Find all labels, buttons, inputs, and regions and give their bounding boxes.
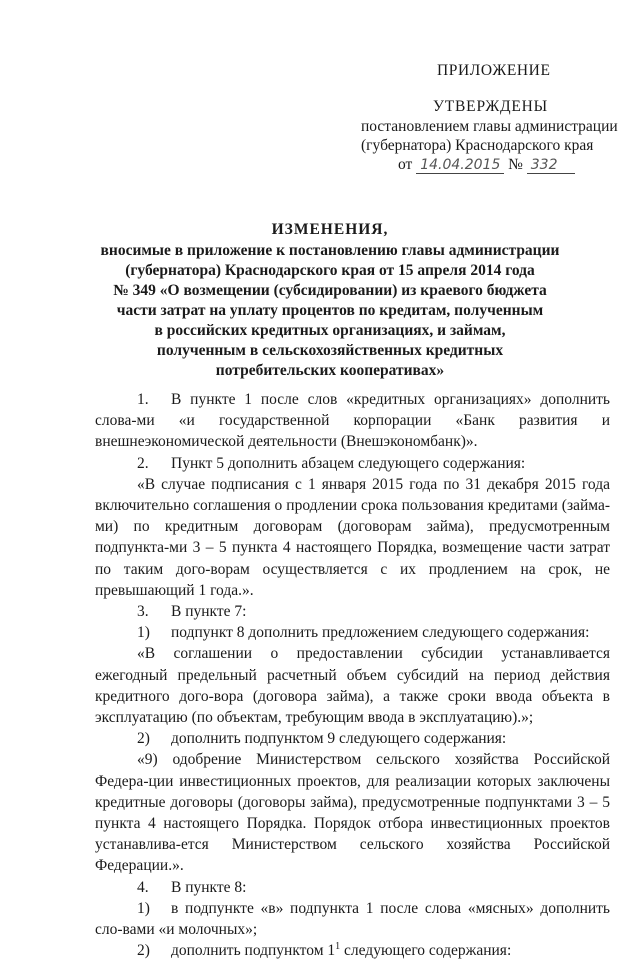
title-line: № 349 «О возмещении (субсидировании) из краевого бюджета — [113, 282, 547, 299]
paragraph-quote-1: «В случае подписания с 1 января 2015 года по 31 декабря 2015 года включительно соглашения о продлении срока пользования кредитами (займа-ми) по кредитным договорам (договорам займа), предусмотренным подпункта-ми 3 – 5 пункта 4 настоящего Порядка, возмещение части затрат по таким дого-ворам осуществляется с их продлением на срок, не превышающий 1 года.». — [95, 475, 610, 599]
item-text: Пункт 5 дополнить абзацем следующего содержания: — [171, 454, 526, 472]
item-text: В пункте 8: — [171, 878, 247, 896]
subitem-4-1 — [95, 898, 610, 940]
annex-label: ПРИЛОЖЕНИЕ — [437, 62, 551, 79]
handwritten-date: 14.04.2015 — [416, 157, 504, 174]
document-body — [95, 389, 610, 961]
paragraph-quote-3: «9) одобрение Министерством сельского хозяйства Российской Федера-ции инвестиционных проектов, для реализации которых заключены кредитные договоры (договоры займа), предусмотренные подпунктами 3 – 5 пункта 4 настоящего Порядка. Порядок отбора инвестиционных проектов устанавлива-ется Министерством сельского хозяйства Российской Федерации.». — [95, 751, 610, 875]
item-text: дополнить подпунктом 9 следующего содержания: — [171, 730, 507, 748]
item-number: 1) — [137, 899, 150, 917]
item-number: 3. — [137, 603, 149, 621]
paragraph-quote-2: «В соглашении о предоставлении субсидии устанавливается ежегодный предельный расчетный объем субсидий на период действия кредитного дого-вора (договора займа), а также сроки ввода объекта в эксплуатацию (по объектам, требующим ввода в эксплуатацию).»; — [95, 645, 610, 727]
paragraph-1 — [95, 389, 610, 453]
paragraph-4 — [95, 877, 610, 898]
item-text: В пункте 7: — [171, 603, 247, 621]
item-number: 2) — [137, 942, 150, 960]
item-text: в подпункте «в» подпункта 1 после слова «мясных» дополнить сло-вами «и молочных»; — [95, 899, 610, 939]
approval-line-1: постановлением главы администрации — [361, 118, 618, 135]
handwritten-number: 332 — [527, 157, 575, 174]
item-text-part: следующего содержания: — [340, 942, 512, 960]
title-line: полученным в сельскохозяйственных кредитных — [156, 342, 504, 359]
item-text-part: дополнить подпунктом 1 — [171, 942, 336, 960]
from-label: от — [398, 156, 413, 173]
number-label: № — [508, 156, 523, 173]
superscript: 1 — [335, 941, 341, 953]
item-text: В пункте 1 после слов «кредитных организациях» дополнить слова-ми «и государственной корпорации «Банк развития и внешнеэкономической деятельности (Внешэкономбанк)». — [95, 391, 610, 451]
subitem-3-1 — [95, 622, 610, 643]
approval-line-2: (губернатора) Краснодарского края — [361, 137, 594, 154]
title-line: вносимые в приложение к постановлению главы администрации — [100, 242, 560, 259]
subitem-4-2 — [95, 940, 610, 961]
item-text — [171, 942, 511, 959]
title-line: части затрат на уплату процентов по кредитам, полученным — [116, 302, 544, 319]
item-number: 1. — [137, 391, 149, 408]
item-number: 1) — [137, 624, 150, 642]
title-line: (губернатора) Краснодарского края от 15 апреля 2014 года — [125, 262, 535, 279]
document-title: ИЗМЕНЕНИЯ, — [271, 221, 389, 238]
paragraph-2 — [95, 453, 610, 474]
subitem-3-2 — [95, 728, 610, 749]
approved-label: УТВЕРЖДЕНЫ — [433, 98, 548, 115]
item-number: 2. — [137, 454, 149, 472]
title-line: в российских кредитных организациях, и займам, — [154, 322, 506, 339]
item-number: 2) — [137, 730, 150, 748]
paragraph-3 — [95, 601, 610, 622]
title-line: потребительских кооперативах» — [215, 362, 445, 379]
item-number: 4. — [137, 878, 149, 896]
item-text: подпункт 8 дополнить предложением следующего содержания: — [171, 624, 590, 642]
approval-date-line — [398, 154, 575, 176]
